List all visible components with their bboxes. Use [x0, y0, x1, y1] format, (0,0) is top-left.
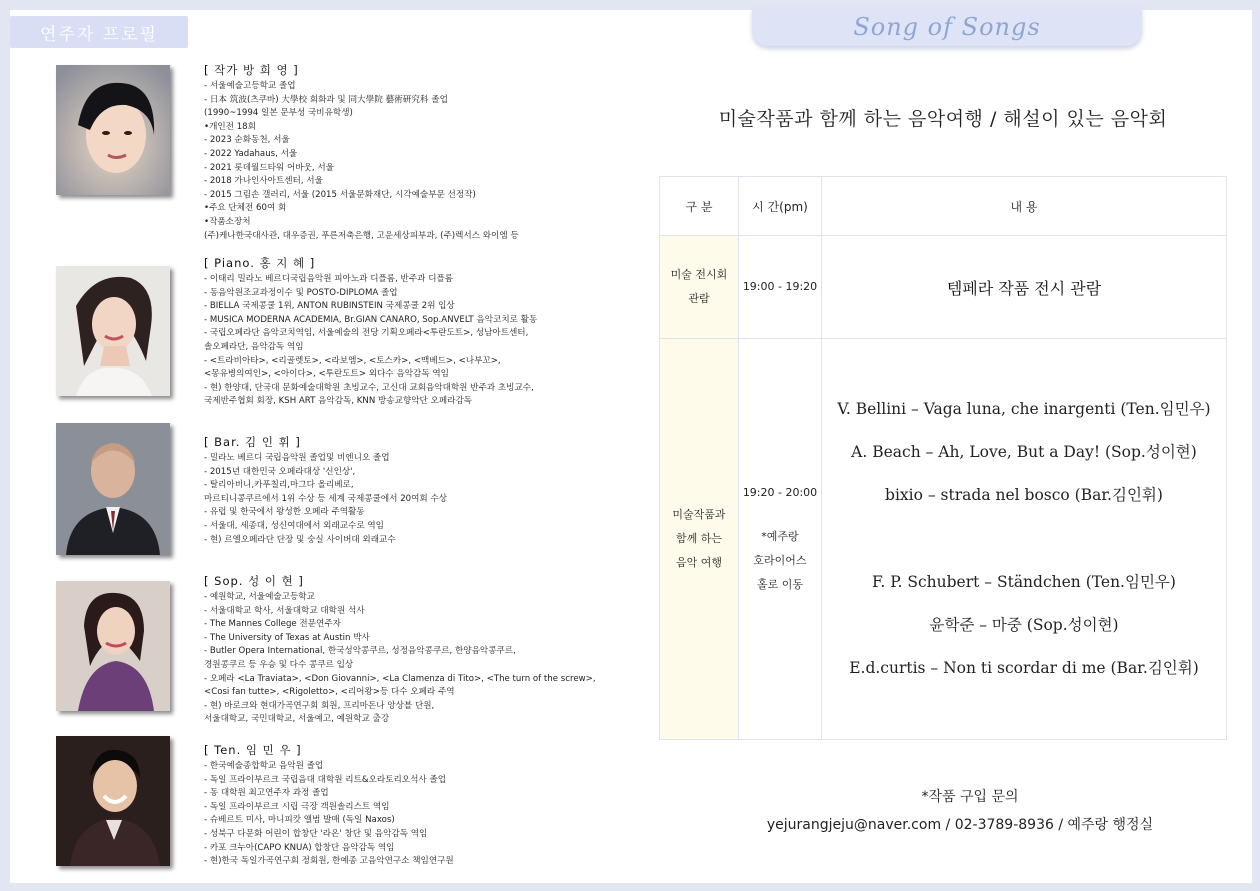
bio-line: - 성북구 다문화 어린이 합창단 '라온' 창단 및 음악감독 역임: [204, 828, 428, 839]
bio-line: •주요 단체전 60여 회: [204, 203, 287, 214]
program-piece: V. Bellini – Vaga luna, che inargenti (Ten.임민우): [837, 400, 1211, 418]
bio-line: - 서울대학교 학사, 서울대학교 대학원 석사: [204, 605, 365, 616]
bio-line: - 슈베르트 미사, 마니피캇 앨범 발매 (독일 Naxos): [204, 815, 395, 826]
bio-line: <Cosi fan tutte>, <Rigoletto>, <리어왕>등 다수 오페라 주역: [204, 687, 455, 698]
bio-line: - <트라비아타>, <리골렛토>, <라보엠>, <토스카>, <맥베드>, <나부꼬>,: [204, 355, 501, 366]
category-line: 음악 여행: [675, 556, 722, 569]
bio-line: •개인전 18회: [204, 121, 256, 132]
baritone-photo: [56, 423, 170, 555]
performer-name: [ Bar. 김 인 휘 ]: [204, 435, 301, 449]
category-line: 함께 하는: [675, 532, 722, 545]
header-content: 내 용: [822, 177, 1227, 236]
bio-line: - 이태리 밀라노 베르디국립음악원 피아노과 디플롬, 반주과 디플롬: [204, 274, 454, 284]
time-spacer: [739, 505, 821, 525]
bio-line: - 현) 바로크와 현대가곡연구회 회원, 프리마돈나 앙상블 단원,: [204, 700, 435, 711]
purchase-contact: yejurangjeju@naver.com / 02-3789-8936 / 예주랑 행정실: [766, 817, 1154, 833]
tenor-photo: [56, 736, 170, 866]
bio-line: 국제반주협회 회장, KSH ART 음악감독, KNN 방송교향악단 오페라감독: [204, 396, 473, 407]
bio-line: - 유럽 및 한국에서 왕성한 오페라 주역활동: [204, 507, 365, 518]
bio-line: - 동 대학원 최고연주자 과정 졸업: [204, 788, 329, 799]
time-line: 19:20 - 20:00: [742, 486, 818, 499]
table-row: [660, 339, 1227, 740]
program-piece: bixio – strada nel bosco (Bar.김인휘): [885, 486, 1163, 504]
bio-line: - 현)한국 독일가곡연구회 정회원, 한예종 고음악연구소 책임연구원: [204, 856, 454, 867]
bio-line: - 오페라 <La Traviata>, <Don Giovanni>, <La Clamenza di Tito>, <The turn of the screw>,: [204, 673, 596, 684]
header-category: 구 분: [660, 177, 739, 236]
program-piece: F. P. Schubert – Ständchen (Ten.임민우): [872, 573, 1176, 591]
program-piece: A. Beach – Ah, Love, But a Day! (Sop.성이현): [851, 443, 1197, 461]
table-header-row: [660, 177, 1227, 236]
bio-line: - 2021 롯데월드타워 어바웃, 서울: [204, 162, 334, 173]
soprano-photo: [56, 581, 170, 711]
program-gap: [822, 517, 1226, 561]
bio-line: - The Mannes College 전문연주자: [204, 619, 341, 630]
bio-line: - 2023 순화동천, 서울: [204, 135, 290, 146]
performer-name: [ Ten. 임 민 우 ]: [204, 743, 302, 757]
row-time: [739, 339, 822, 740]
category-line: 미술 전시회: [670, 268, 728, 281]
bio-line: - 탈리아비니,카푸칠리,마그다 올리베로,: [204, 480, 354, 491]
purchase-inquiry-title: *작품 구입 문의: [921, 789, 1019, 805]
bio-line: - 2022 Yadahaus, 서울: [204, 148, 298, 159]
category-line: 관람: [688, 292, 710, 305]
program-piece: 윤학준 – 마중 (Sop.성이현): [929, 616, 1119, 634]
bio-line: (1990~1994 일본 문부성 국비유학생): [204, 108, 353, 119]
bio-line: - 예원학교, 서울예술고등학교: [204, 592, 315, 602]
bio-line: - 2018 가나인사아트센터, 서울: [204, 176, 323, 187]
concert-title: 미술작품과 함께 하는 음악여행 / 해설이 있는 음악회: [718, 108, 1168, 130]
pianist-portrait-icon: [56, 266, 170, 396]
performer-name: [ Piano. 홍 지 혜 ]: [204, 256, 316, 270]
bio-line: - 국립오페라단 음악코치역임, 서울예술의 전당 기획오페라<투란도트>, 성남아트센터,: [204, 328, 529, 339]
bio-line: - The University of Texas at Austin 박사: [204, 632, 370, 643]
bio-line: - 서울예술고등학교 졸업: [204, 81, 296, 91]
baritone-portrait-icon: [56, 423, 170, 555]
bio-line: •작품소장처: [204, 216, 251, 227]
time-line: *예주랑: [761, 530, 799, 543]
bio-line: - 독일 프라이부르크 국립음대 대학원 리트&오라토리오석사 졸업: [204, 774, 447, 785]
row-content: [822, 339, 1227, 740]
time-line: 호라이어스: [753, 554, 807, 567]
performer-name: [ 작가 방 희 영 ]: [204, 63, 299, 77]
bio-line: - 서울대, 세종대, 성신여대에서 외래교수로 역임: [204, 520, 384, 531]
painter-portrait-icon: [56, 65, 170, 195]
bio-line: - MUSICA MODERNA ACADEMIA, Br.GIAN CANARO, Sop.ANVELT 음악코치로 활동: [204, 314, 538, 325]
bio-line: - Butler Opera International, 한국성악콩쿠르, 성정음악콩쿠르, 한양음악콩쿠르,: [204, 646, 516, 657]
pianist-photo: [56, 266, 170, 396]
soprano-portrait-icon: [56, 581, 170, 711]
tenor-bio: [204, 742, 624, 869]
bio-line: 마르티니콩쿠르에서 1위 수상 등 세계 국제콩쿨에서 20여회 수상: [204, 493, 448, 504]
bio-line: - 한국예술종합학교 음악원 졸업: [204, 761, 324, 771]
bio-line: - 현) 한양대, 단국대 문화예술대학원 초빙교수, 고신대 교회음악대학원 반주과 초빙교수,: [204, 382, 534, 393]
performer-name: [ Sop. 성 이 현 ]: [204, 574, 304, 588]
bio-line: <몽유병의여인>, <아이다>, <투란도트> 외다수 음악감독 역임: [204, 369, 449, 380]
bio-line: 서울대학교, 국민대학교, 서울예고, 예원학교 출강: [204, 714, 390, 725]
painter-bio: [204, 62, 624, 243]
bio-line: 경원콩쿠르 등 우승 및 다수 콩쿠르 입상: [204, 659, 354, 670]
bio-line: - BIELLA 국제콩쿨 1위, ANTON RUBINSTEIN 국제콩쿨 2위 입상: [204, 301, 455, 312]
bio-line: - 日本 筑波(츠쿠바) 大學校 회화과 및 同大學院 藝術硏究科 졸업: [204, 94, 448, 105]
bio-line: - 현) 르엘오페라단 단장 및 숭실 사이버대 외래교수: [204, 534, 396, 545]
bio-line: - 2015년 대한민국 오페라대상 '신인상',: [204, 466, 356, 477]
bio-line: - 밀라노 베르디 국립음악원 졸업및 비엔니오 졸업: [204, 453, 390, 463]
row-content: 템페라 작품 전시 관람: [822, 236, 1227, 339]
song-of-songs-logo: Song of Songs: [752, 8, 1142, 46]
row-category: [660, 236, 739, 339]
program-piece: E.d.curtis – Non ti scordar di me (Bar.김인휘): [849, 659, 1199, 677]
bio-line: 솔오페라단, 음악감독 역임: [204, 341, 304, 352]
soprano-bio: [204, 573, 624, 727]
category-line: 미술작품과: [672, 508, 726, 521]
performer-profile-tab: 연주자 프로필: [10, 16, 188, 48]
tenor-portrait-icon: [56, 736, 170, 866]
bio-line: (주)케나한국대사관, 대우증권, 푸른저축은행, 고운세상피부과, (주)렉서스 와이엠 등: [204, 230, 519, 241]
bio-line: - 동음악원조교과정이수 및 POSTO-DIPLOMA 졸업: [204, 287, 398, 298]
painter-photo: [56, 65, 170, 195]
baritone-bio: [204, 434, 624, 547]
program-table: [659, 176, 1227, 740]
time-line: 홀로 이동: [756, 578, 803, 591]
bio-line: - 독일 프라이부르크 시립 극장 객원솔리스트 역임: [204, 801, 390, 812]
row-time: 19:00 - 19:20: [739, 236, 822, 339]
table-row: [660, 236, 1227, 339]
pianist-bio: [204, 255, 624, 409]
bio-line: - 카포 크누아(CAPO KNUA) 합창단 음악감독 역임: [204, 842, 395, 853]
bio-line: - 2015 그림손 갤러리, 서울 (2015 서울문화재단, 시각예술부문 선정작): [204, 189, 476, 200]
header-time: 시 간(pm): [739, 177, 822, 236]
row-category: [660, 339, 739, 740]
